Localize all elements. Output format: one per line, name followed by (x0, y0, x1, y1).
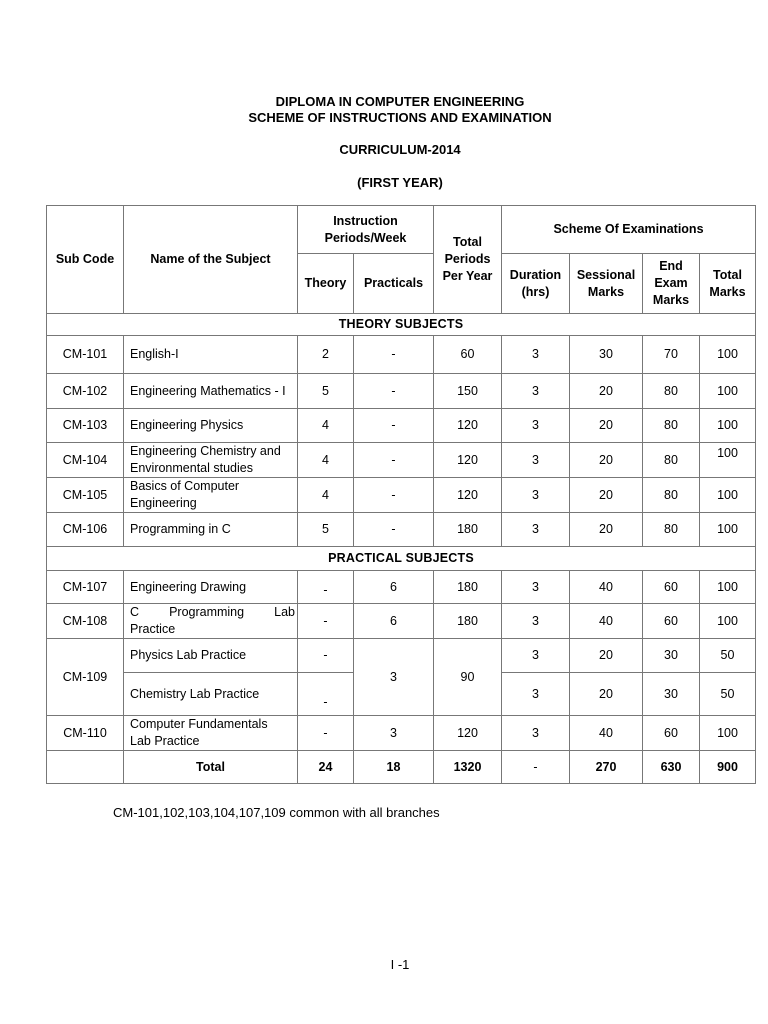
cell-periods: 120 (434, 443, 502, 478)
cell-end-exam: 30 (643, 673, 700, 716)
table-row (47, 716, 756, 751)
cell-total: 100 (700, 409, 756, 443)
cell-end-exam: 60 (643, 604, 700, 639)
cell-subject (124, 716, 298, 751)
heading-year: (FIRST YEAR) (357, 175, 443, 190)
cell-total: 100 (700, 478, 756, 513)
subject-line-2: Environmental studies (130, 461, 253, 475)
cell-duration: 3 (502, 409, 570, 443)
cell-subject: English-I (124, 336, 298, 374)
cell-duration: 3 (502, 513, 570, 547)
cell-sessional: 20 (570, 374, 643, 409)
table-row (47, 409, 756, 443)
cell-practicals: - (354, 374, 434, 409)
cell-total: 100 (700, 513, 756, 547)
cell-practicals: - (354, 409, 434, 443)
cell-total: 100 (700, 571, 756, 604)
cell-subject: Engineering Physics (124, 409, 298, 443)
section-practical-subjects: PRACTICAL SUBJECTS (47, 547, 756, 571)
cell-periods: 90 (434, 639, 502, 716)
cell-periods: 120 (434, 716, 502, 751)
table-row (47, 604, 756, 639)
cell-subject: Engineering Drawing (124, 571, 298, 604)
cell-end-exam: 70 (643, 336, 700, 374)
cell-sessional: 20 (570, 639, 643, 673)
cell-duration: 3 (502, 604, 570, 639)
cell-duration: 3 (502, 478, 570, 513)
cell-end-exam: 60 (643, 571, 700, 604)
cell-total-end-exam: 630 (643, 751, 700, 784)
table-row (47, 336, 756, 374)
cell-total: 100 (700, 374, 756, 409)
cell-sessional: 40 (570, 604, 643, 639)
cell-total-sessional: 270 (570, 751, 643, 784)
cell-total-marks: 900 (700, 751, 756, 784)
table-row (47, 478, 756, 513)
cell-sessional: 40 (570, 571, 643, 604)
cell-sessional: 40 (570, 716, 643, 751)
cell-periods: 120 (434, 478, 502, 513)
cell-sessional: 20 (570, 478, 643, 513)
table-row (47, 443, 756, 478)
cell-total: 100 (700, 443, 756, 478)
cell-total-theory: 24 (298, 751, 354, 784)
cell-periods: 120 (434, 409, 502, 443)
cell-code: CM-110 (47, 716, 124, 751)
header-total-periods: Total Periods Per Year (434, 206, 502, 314)
footnote: CM-101,102,103,104,107,109 common with all branches (113, 805, 440, 820)
cell-subject: Programming in C (124, 513, 298, 547)
subject-line-2: Engineering (130, 496, 197, 510)
cell-theory: - (298, 716, 354, 751)
cell-theory: - (298, 571, 354, 604)
cell-end-exam: 80 (643, 443, 700, 478)
cell-code: CM-101 (47, 336, 124, 374)
cell-total: 50 (700, 639, 756, 673)
cell-theory: 2 (298, 336, 354, 374)
header-practicals: Practicals (354, 254, 434, 314)
table-row (47, 374, 756, 409)
cell-periods: 150 (434, 374, 502, 409)
header-scheme-of-examinations: Scheme Of Examinations (502, 206, 756, 254)
cell-sessional: 30 (570, 336, 643, 374)
table-header-row (47, 206, 756, 254)
cell-practicals: 3 (354, 639, 434, 716)
header-instruction: Instruction Periods/Week (298, 206, 434, 254)
page-number: I -1 (390, 957, 410, 972)
total-row (47, 751, 756, 784)
header-total-marks: Total Marks (700, 254, 756, 314)
cell-total: 100 (700, 336, 756, 374)
scheme-table (46, 205, 756, 784)
cell-practicals: - (354, 478, 434, 513)
cell-theory: - (298, 673, 354, 716)
cell-total-label: Total (124, 751, 298, 784)
cell-subject (124, 478, 298, 513)
section-theory-subjects: THEORY SUBJECTS (47, 314, 756, 336)
cell-practicals: 3 (354, 716, 434, 751)
cell-code: CM-103 (47, 409, 124, 443)
table-row (47, 513, 756, 547)
heading-curriculum: CURRICULUM-2014 (339, 142, 461, 157)
cell-end-exam: 80 (643, 478, 700, 513)
cell-periods: 180 (434, 604, 502, 639)
cell-theory: - (298, 604, 354, 639)
cell-code: CM-107 (47, 571, 124, 604)
cell-code: CM-108 (47, 604, 124, 639)
cell-code-empty (47, 751, 124, 784)
cell-theory: 4 (298, 409, 354, 443)
header-duration: Duration (hrs) (502, 254, 570, 314)
cell-total-duration: - (502, 751, 570, 784)
cell-theory: 4 (298, 478, 354, 513)
subject-line-2: Practice (130, 622, 176, 636)
cell-sessional: 20 (570, 513, 643, 547)
cell-code: CM-109 (47, 639, 124, 716)
cell-duration: 3 (502, 336, 570, 374)
cell-theory: - (298, 639, 354, 673)
cell-duration: 3 (502, 571, 570, 604)
cell-subject (124, 443, 298, 478)
header-sub-code: Sub Code (47, 206, 124, 314)
subject-line-1: C Programming Lab (130, 605, 295, 619)
cell-end-exam: 30 (643, 639, 700, 673)
section-row-practical (47, 547, 756, 571)
cell-end-exam: 80 (643, 513, 700, 547)
cell-theory: 4 (298, 443, 354, 478)
cell-theory: 5 (298, 374, 354, 409)
heading-diploma: DIPLOMA IN COMPUTER ENGINEERING (275, 94, 525, 109)
header-end-exam: End Exam Marks (643, 254, 700, 314)
cell-duration: 3 (502, 716, 570, 751)
cell-practicals: - (354, 336, 434, 374)
cell-code: CM-105 (47, 478, 124, 513)
subject-line-1: Basics of Computer (130, 479, 240, 493)
cell-duration: 3 (502, 673, 570, 716)
cell-end-exam: 80 (643, 374, 700, 409)
subject-line-2: Lab Practice (130, 734, 200, 748)
cell-sessional: 20 (570, 409, 643, 443)
subject-line-1: Computer Fundamentals (130, 717, 268, 731)
cell-theory: 5 (298, 513, 354, 547)
cell-sessional: 20 (570, 673, 643, 716)
table-row (47, 571, 756, 604)
header-subject-name: Name of the Subject (124, 206, 298, 314)
cell-practicals: - (354, 443, 434, 478)
cell-duration: 3 (502, 639, 570, 673)
cell-code: CM-102 (47, 374, 124, 409)
subject-line-1: Engineering Chemistry and (130, 444, 281, 458)
header-theory: Theory (298, 254, 354, 314)
cell-subject: Physics Lab Practice (124, 639, 298, 673)
cell-periods: 60 (434, 336, 502, 374)
section-row-theory (47, 314, 756, 336)
cell-practicals: 6 (354, 571, 434, 604)
cell-total: 100 (700, 604, 756, 639)
table-row (47, 639, 756, 673)
cell-subject: Chemistry Lab Practice (124, 673, 298, 716)
cell-total-practicals: 18 (354, 751, 434, 784)
cell-duration: 3 (502, 374, 570, 409)
cell-end-exam: 60 (643, 716, 700, 751)
cell-practicals: - (354, 513, 434, 547)
cell-total: 100 (700, 716, 756, 751)
cell-subject: Engineering Mathematics - I (124, 374, 298, 409)
cell-periods: 180 (434, 571, 502, 604)
cell-subject (124, 604, 298, 639)
cell-code: CM-106 (47, 513, 124, 547)
heading-scheme: SCHEME OF INSTRUCTIONS AND EXAMINATION (248, 110, 552, 125)
cell-end-exam: 80 (643, 409, 700, 443)
cell-practicals: 6 (354, 604, 434, 639)
header-sessional: Sessional Marks (570, 254, 643, 314)
cell-sessional: 20 (570, 443, 643, 478)
cell-periods: 180 (434, 513, 502, 547)
cell-code: CM-104 (47, 443, 124, 478)
cell-total: 50 (700, 673, 756, 716)
cell-total-periods: 1320 (434, 751, 502, 784)
cell-duration: 3 (502, 443, 570, 478)
